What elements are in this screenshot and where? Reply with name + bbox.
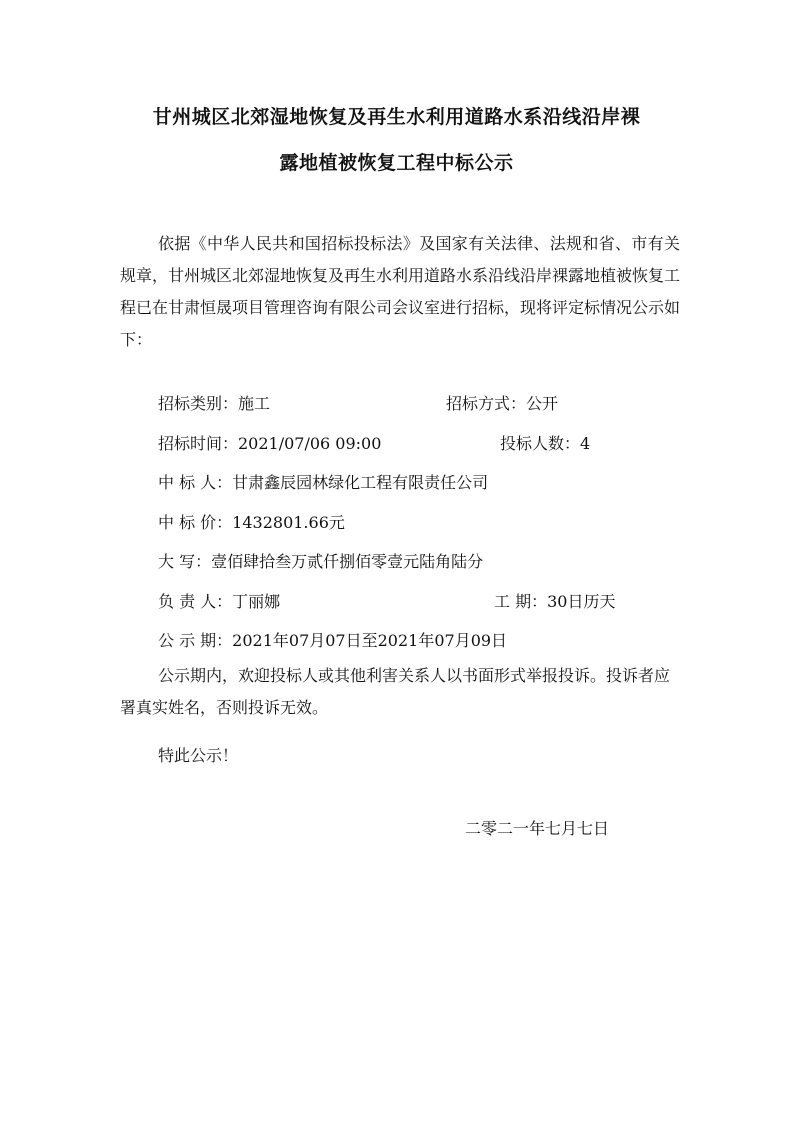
construction-period: 工 期：30日历天	[494, 592, 616, 611]
project-manager: 负 责 人：丁丽娜	[158, 592, 281, 611]
intro-paragraph: 依据《中华人民共和国招标投标法》及国家有关法律、法规和省、市有关规章，甘州城区北郊湿地恢复及再生水利用道路水系沿线沿岸裸露地植被恢复工程已在甘肃恒晟项目管理咨询有限公司会议室进行招标，现将评定标情况公示如下：	[120, 234, 681, 349]
publicity-period: 公 示 期：2021年07月07日至2021年07月09日	[158, 631, 508, 650]
bid-method: 招标方式：公开	[446, 394, 559, 413]
bid-time: 招标时间：2021/07/06 09:00	[158, 434, 382, 453]
issue-date: 二零二一年七月七日	[465, 819, 610, 838]
bid-category: 招标类别：施工	[158, 394, 271, 413]
price-in-words: 大 写：壹佰肆拾叁万贰仟捌佰零壹元陆角陆分	[158, 552, 484, 571]
winning-price: 中 标 价：1432801.66元	[158, 513, 345, 532]
winning-bidder: 中 标 人：甘肃鑫辰园林绿化工程有限责任公司	[158, 473, 489, 492]
closing-remark: 特此公示！	[158, 746, 239, 765]
title-line-2: 露地植被恢复工程中标公示	[279, 152, 514, 174]
bidder-count: 投标人数：4	[500, 434, 591, 453]
complaint-notice: 公示期内，欢迎投标人或其他利害关系人以书面形式举报投诉。投诉者应署真实姓名，否则投诉无效。	[120, 666, 671, 717]
title-line-1: 甘州城区北郊湿地恢复及再生水利用道路水系沿线沿岸裸	[152, 106, 641, 128]
